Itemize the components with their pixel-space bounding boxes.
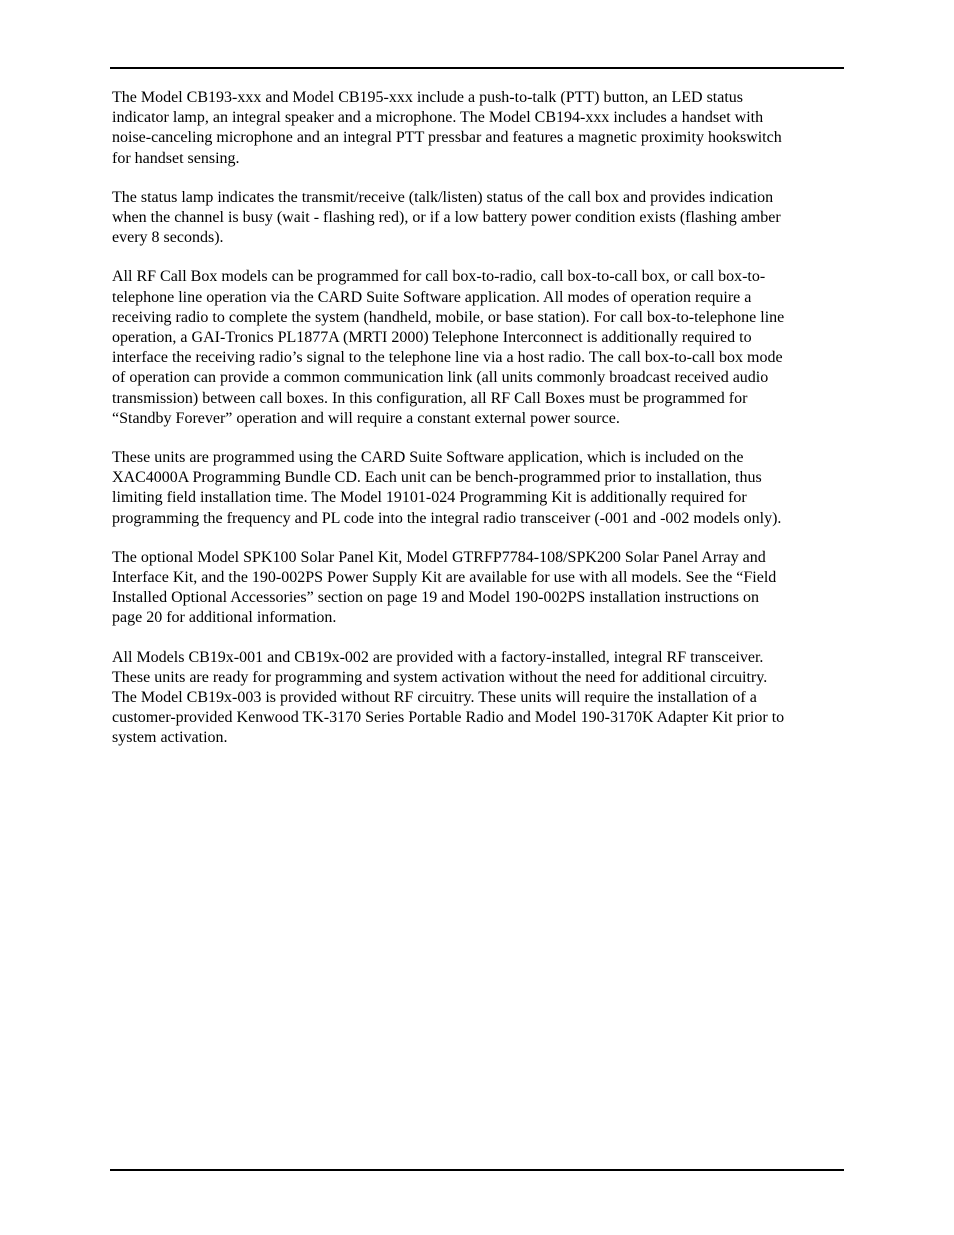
paragraph-optional-accessories — [112, 548, 846, 629]
text-line: All RF Call Box models can be programmed for call box-to-radio, call box-to-call box, or call box-to- — [112, 268, 766, 286]
text-line: These units are programmed using the CARD Suite Software application, which is included on the — [112, 449, 744, 467]
text-line: indicator lamp, an integral speaker and a microphone. The Model CB194-xxx includes a handset with — [112, 109, 764, 127]
text-line: programming the frequency and PL code into the integral radio transceiver (-001 and -002 models only). — [112, 509, 782, 527]
text-line: when the channel is busy (wait - flashing red), or if a low battery power condition exists (flashing amber — [112, 209, 781, 227]
text-line: page 20 for additional information. — [112, 609, 337, 627]
text-line: Interface Kit, and the 190-002PS Power Supply Kit are available for use with all models. See the “Field — [112, 569, 777, 587]
text-line: Installed Optional Accessories” section on page 19 and Model 190-002PS installation instructions on — [112, 589, 760, 607]
document-body — [112, 88, 846, 768]
text-line: operation, a GAI-Tronics PL1877A (MRTI 2000) Telephone Interconnect is additionally required to — [112, 329, 752, 347]
paragraph-status-lamp — [112, 188, 846, 249]
header-rule — [110, 67, 844, 69]
text-line: The Model CB19x-003 is provided without RF circuitry. These units will require the installation of a — [112, 689, 757, 707]
text-line: All Models CB19x-001 and CB19x-002 are provided with a factory-installed, integral RF transceiver. — [112, 648, 764, 666]
paragraph-programming — [112, 448, 846, 529]
text-line: “Standby Forever” operation and will require a constant external power source. — [112, 409, 620, 427]
text-line: The Model CB193-xxx and Model CB195-xxx include a push-to-talk (PTT) button, an LED status — [112, 89, 744, 106]
text-line: limiting field installation time. The Model 19101-024 Programming Kit is additionally required for — [112, 489, 747, 507]
text-line: The status lamp indicates the transmit/receive (talk/listen) status of the call box and provides indication — [112, 188, 774, 206]
paragraph-rf-transceiver — [112, 648, 846, 749]
text-line: telephone line operation via the CARD Suite Software application. All modes of operation require a — [112, 288, 752, 306]
text-line: customer-provided Kenwood TK-3170 Series Portable Radio and Model 190-3170K Adapter Kit prior to — [112, 709, 785, 727]
text-line: interface the receiving radio’s signal to the telephone line via a host radio. The call box-to-call box mode — [112, 349, 783, 367]
footer-rule — [110, 1169, 844, 1171]
text-line: of operation can provide a common communication link (all units commonly broadcast received audio — [112, 369, 769, 387]
text-line: transmission) between call boxes. In this configuration, all RF Call Boxes must be programmed for — [112, 389, 748, 407]
text-line: every 8 seconds). — [112, 229, 224, 247]
text-line: The optional Model SPK100 Solar Panel Kit, Model GTRFP7784-108/SPK200 Solar Panel Array and — [112, 548, 766, 566]
text-line: for handset sensing. — [112, 149, 240, 167]
text-line: system activation. — [112, 729, 228, 747]
text-line: receiving radio to complete the system (handheld, mobile, or base station). For call box-to-telephone line — [112, 308, 785, 326]
text-line: XAC4000A Programming Bundle CD. Each unit can be bench-programmed prior to installation, thus — [112, 469, 762, 487]
paragraph-models-overview — [112, 88, 846, 169]
text-line: noise-canceling microphone and an integral PTT pressbar and features a magnetic proximity hookswitch — [112, 129, 782, 147]
paragraph-operation-modes — [112, 267, 846, 429]
text-line: These units are ready for programming and system activation without the need for additional circuitry. — [112, 668, 768, 686]
